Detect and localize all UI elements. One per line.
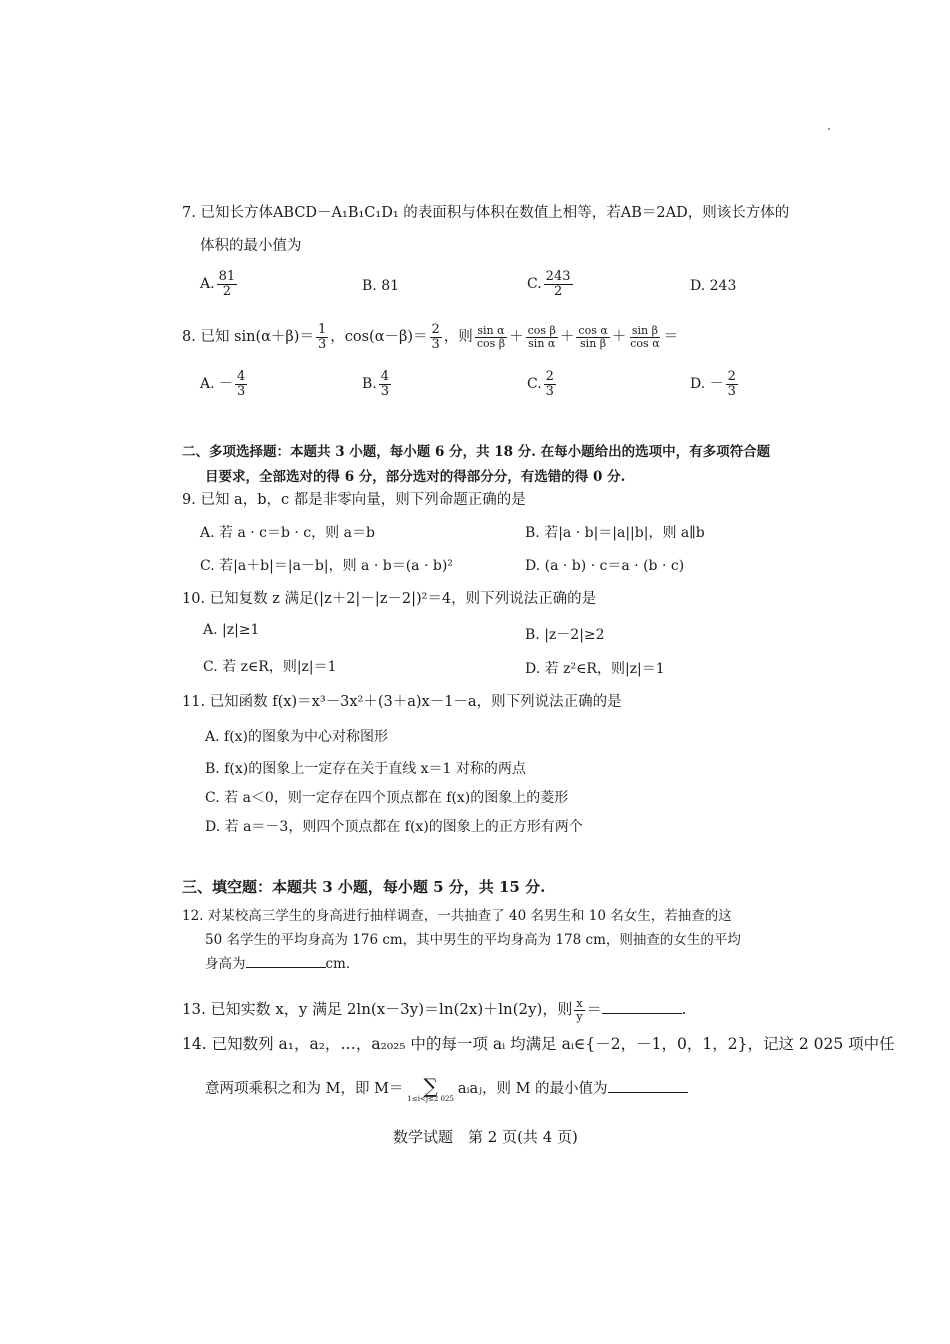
scan-speck: [828, 128, 830, 130]
summation-symbol: ∑ 1≤i<j≤2 025: [407, 1073, 454, 1103]
q12-line2: 50 名学生的平均身高为 176 cm，其中男生的平均身高为 178 cm，则抽查的女生的平均: [205, 932, 741, 948]
q11-option-c: C. 若 a＜0，则一定存在四个顶点都在 f(x)的图象上的菱形: [205, 790, 569, 806]
q12-line1: 12. 对某校高三学生的身高进行抽样调查，一共抽查了 40 名男生和 10 名女生，若抽查的这: [182, 908, 732, 924]
q9-option-b: B. 若|a · b|＝|a||b|，则 a∥b: [525, 525, 705, 541]
q9-option-a: A. 若 a · c＝b · c，则 a＝b: [200, 525, 375, 541]
q8-option-b: B. $\frac{4}{3}$: [362, 369, 390, 399]
q11-option-a: A. f(x)的图象为中心对称图形: [205, 729, 389, 745]
q7-option-a: A. $\frac{81}{2}$: [200, 269, 236, 299]
q8-option-a: A. － $\frac{4}{3}$: [200, 369, 246, 399]
q7-option-b: B. 81: [362, 278, 400, 294]
q8-stem: 8. 已知 sin(α＋β)＝ $\frac{1}{3}$ ，cos(α－β)＝ $\frac{2}{3}$ ，则 $\frac{\text{sin α}}{\text{cos β}}$ ＋ $\frac{\text{cos β}}{\text{sin α}}$ ＋ $\frac{\text{cos α}}{\text{sin β}}$ ＋ $\frac{\text{sin β}}{\text{cos α}}$ ＝: [182, 321, 679, 352]
q14-answer-blank[interactable]: [608, 1080, 688, 1093]
q8-option-d: D. － $\frac{2}{3}$: [690, 369, 736, 399]
q9-option-c: C. 若|a＋b|＝|a－b|，则 a · b＝(a · b)²: [200, 558, 453, 574]
section3-header: 三、填空题：本题共 3 小题，每小题 5 分，共 15 分.: [182, 878, 546, 896]
q11-option-d: D. 若 a＝－3，则四个顶点都在 f(x)的图象上的正方形有两个: [205, 819, 583, 835]
section2-header-line1: 二、多项选择题：本题共 3 小题，每小题 6 分，共 18 分. 在每小题给出的选项中，有多项符合题: [182, 444, 771, 460]
q7-option-d: D. 243: [690, 278, 737, 294]
page-footer: 数学试题 第 2 页(共 4 页): [393, 1128, 578, 1146]
q11-stem: 11. 已知函数 f(x)＝x³－3x²＋(3＋a)x－1－a，则下列说法正确的是: [182, 694, 622, 710]
q8-option-c: C. $\frac{2}{3}$: [527, 369, 554, 399]
q11-option-b: B. f(x)的图象上一定存在关于直线 x＝1 对称的两点: [205, 761, 526, 777]
q10-option-d: D. 若 z²∈R，则|z|＝1: [525, 661, 665, 677]
q7-option-c: C. $\frac{243}{2}$: [527, 269, 571, 299]
q9-stem: 9. 已知 a，b，c 都是非零向量，则下列命题正确的是: [182, 492, 526, 508]
q10-option-b: B. |z－2|≥2: [525, 627, 605, 643]
q9-option-d: D. (a · b) · c＝a · (b · c): [525, 558, 685, 574]
q14-line1: 14. 已知数列 a₁，a₂，…，a₂₀₂₅ 中的每一项 aᵢ 均满足 aᵢ∈{－2，－1，0，1，2}，记这 2 025 项中任: [182, 1035, 895, 1053]
q10-stem: 10. 已知复数 z 满足(|z＋2|－|z－2|)²＝4，则下列说法正确的是: [182, 591, 597, 607]
q7-stem-line2: 体积的最小值为: [200, 238, 302, 254]
q10-option-c: C. 若 z∈R，则|z|＝1: [203, 659, 337, 675]
q12-answer-blank[interactable]: [246, 955, 326, 968]
q13-answer-blank[interactable]: [602, 1001, 682, 1014]
q13-stem: 13. 已知实数 x，y 满足 2ln(x－3y)＝ln(2x)＋ln(2y)，则 $\frac{x}{y}$ ＝ .: [182, 996, 687, 1023]
q14-line2: 意两项乘积之和为 M，即 M＝ ∑ 1≤i<j≤2 025 aᵢaⱼ，则 M 的最小值为: [205, 1072, 688, 1106]
section2-header-line2: 目要求，全部选对的得 6 分，部分选对的得部分分，有选错的得 0 分.: [205, 469, 626, 485]
q7-stem-line1: 7. 已知长方体ABCD－A₁B₁C₁D₁ 的表面积与体积在数值上相等，若AB＝2AD，则该长方体的: [182, 205, 790, 221]
q12-line3: 身高为 cm.: [205, 956, 351, 972]
q10-option-a: A. |z|≥1: [203, 622, 260, 638]
